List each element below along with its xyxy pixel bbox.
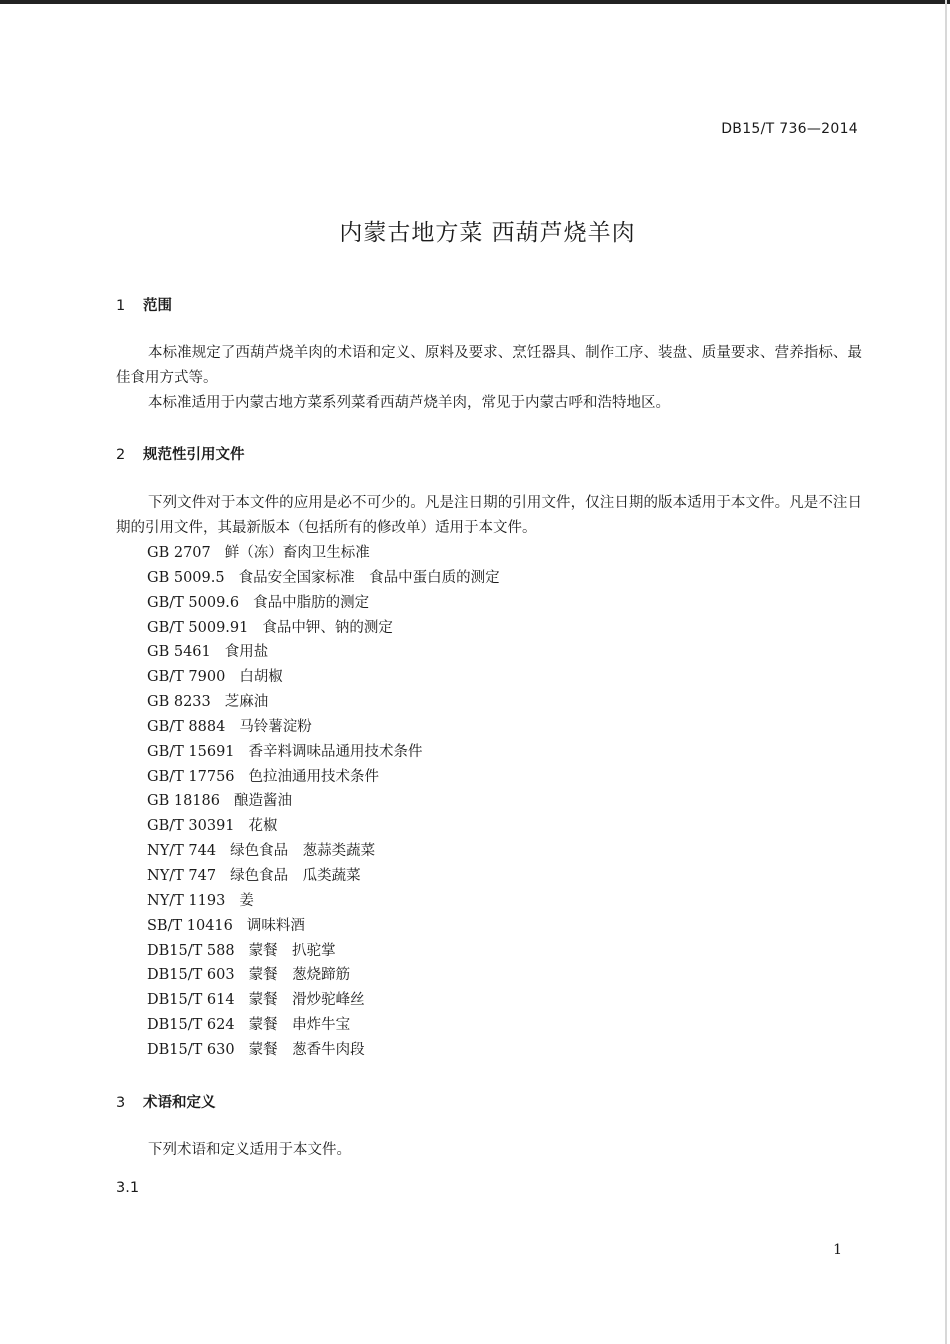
scan-edge-right	[945, 0, 947, 1344]
reference-item	[147, 765, 500, 790]
reference-code: NY/T 747	[147, 867, 217, 884]
reference-code: DB15/T 614	[147, 992, 235, 1009]
reference-name: 食品中脂肪的测定	[253, 594, 370, 611]
reference-code: GB 18186	[147, 793, 220, 810]
reference-name: 绿色食品 瓜类蔬菜	[230, 867, 361, 884]
reference-code: GB/T 5009.6	[147, 594, 240, 611]
reference-name: 调味料酒	[246, 917, 305, 934]
reference-code: GB/T 15691	[147, 743, 235, 760]
section-body-scope	[116, 341, 862, 416]
reference-item	[147, 541, 500, 566]
reference-name: 花椒	[248, 818, 278, 835]
reference-code: GB/T 7900	[147, 669, 226, 686]
reference-name: 酿造酱油	[233, 793, 292, 810]
section-title: 范围	[143, 298, 172, 314]
reference-item	[147, 963, 500, 988]
reference-name: 鲜（冻）畜肉卫生标准	[224, 545, 370, 561]
reference-name: 绿色食品 葱蒜类蔬菜	[230, 843, 376, 860]
section-number: 3	[116, 1095, 126, 1111]
paragraph: 本标准适用于内蒙古地方菜系列菜肴西葫芦烧羊肉，常见于内蒙古呼和浩特地区。	[148, 395, 670, 411]
subsection-number: 3.1	[116, 1180, 140, 1196]
reference-code: GB/T 17756	[147, 768, 235, 785]
reference-code: SB/T 10416	[147, 917, 233, 934]
reference-item	[147, 1013, 500, 1038]
reference-item	[147, 616, 500, 641]
reference-item	[147, 715, 500, 740]
reference-code: DB15/T 624	[147, 1017, 235, 1034]
reference-code: DB15/T 603	[147, 967, 235, 984]
reference-code: GB 2707	[147, 545, 211, 561]
document-id: DB15/T 736—2014	[721, 121, 858, 137]
reference-item	[147, 814, 500, 839]
reference-name: 白胡椒	[239, 669, 283, 686]
section-body-normative-references	[116, 491, 862, 541]
reference-item	[147, 740, 500, 765]
reference-code: GB/T 8884	[147, 718, 226, 735]
reference-list	[147, 541, 500, 1063]
reference-name: 姜	[239, 892, 254, 909]
section-heading-terms-definitions	[116, 1091, 216, 1112]
scan-edge-top	[0, 0, 950, 4]
reference-item	[147, 889, 500, 914]
reference-item	[147, 988, 500, 1013]
paragraph: 下列文件对于本文件的应用是必不可少的。凡是注日期的引用文件，仅注日期的版本适用于本文件。凡是不注日期的引用文件，其最新版本（包括所有的修改单）适用于本文件。	[116, 495, 862, 536]
reference-name: 蒙餐 葱烧蹄筋	[248, 967, 351, 984]
reference-name: 蒙餐 串炸牛宝	[248, 1017, 351, 1034]
reference-item	[147, 566, 500, 591]
reference-item	[147, 914, 500, 939]
reference-name: 食品中钾、钠的测定	[262, 619, 393, 636]
reference-name: 食品安全国家标准 食品中蛋白质的测定	[238, 569, 500, 586]
reference-code: NY/T 1193	[147, 892, 226, 909]
reference-item	[147, 839, 500, 864]
reference-code: GB 5009.5	[147, 569, 225, 586]
reference-name: 香辛料调味品通用技术条件	[248, 743, 423, 760]
reference-name: 蒙餐 扒驼掌	[248, 942, 336, 959]
reference-code: NY/T 744	[147, 843, 217, 860]
section-heading-normative-references	[116, 443, 245, 464]
reference-code: GB 8233	[147, 694, 211, 711]
document-title: 内蒙古地方菜 西葫芦烧羊肉	[339, 220, 636, 246]
reference-code: GB/T 30391	[147, 818, 235, 835]
section-body-terms-definitions	[116, 1138, 862, 1163]
reference-item	[147, 690, 500, 715]
reference-code: DB15/T 630	[147, 1041, 235, 1058]
section-title: 规范性引用文件	[143, 447, 245, 463]
reference-name: 蒙餐 滑炒驼峰丝	[248, 992, 365, 1009]
reference-item	[147, 640, 500, 665]
reference-code: GB 5461	[147, 644, 211, 661]
section-number: 2	[116, 447, 126, 463]
paragraph: 本标准规定了西葫芦烧羊肉的术语和定义、原料及要求、烹饪器具、制作工序、装盘、质量要求、营养指标、最佳食用方式等。	[116, 345, 862, 386]
reference-item	[147, 1038, 500, 1063]
reference-name: 蒙餐 葱香牛肉段	[248, 1041, 365, 1058]
reference-item	[147, 789, 500, 814]
reference-code: DB15/T 588	[147, 942, 235, 959]
reference-name: 马铃薯淀粉	[239, 718, 312, 735]
reference-name: 食用盐	[224, 644, 269, 661]
page-number: 1	[833, 1242, 842, 1258]
reference-item	[147, 591, 500, 616]
reference-item	[147, 864, 500, 889]
section-heading-scope	[116, 294, 172, 315]
paragraph: 下列术语和定义适用于本文件。	[148, 1142, 351, 1158]
reference-name: 色拉油通用技术条件	[248, 768, 380, 785]
section-number: 1	[116, 298, 126, 314]
reference-code: GB/T 5009.91	[147, 619, 249, 636]
reference-item	[147, 665, 500, 690]
section-title: 术语和定义	[143, 1095, 216, 1111]
reference-item	[147, 939, 500, 964]
reference-name: 芝麻油	[224, 694, 269, 711]
